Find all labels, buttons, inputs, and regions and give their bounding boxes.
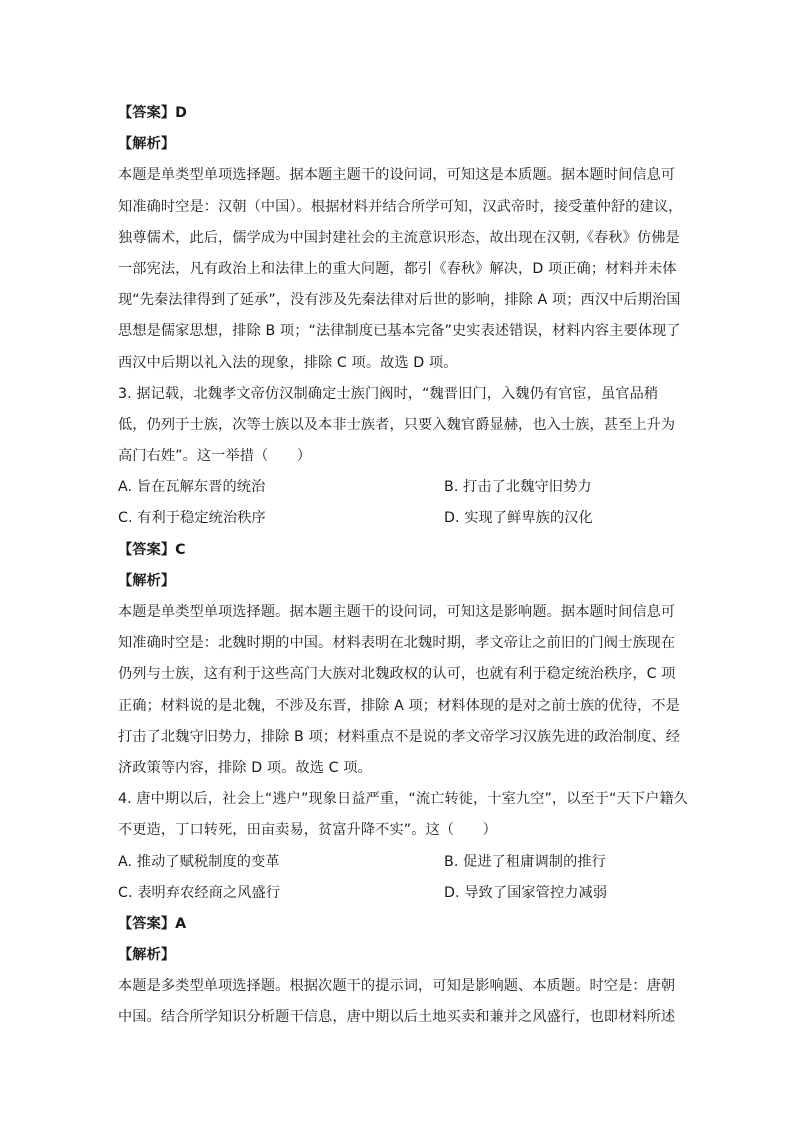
- text-line: 低，仍列于士族，次等士族以及本非士族者，只要入魏官爵显赫，也入士族，甚至上升为: [118, 416, 676, 433]
- text-line: 3. 据记载，北魏孝文帝仿汉制确定士族门阀时，“魏晋旧门，入魏仍有官宦，虽官品稍: [118, 385, 659, 402]
- text-line: 本题是多类型单项选择题。根据次题干的提示词，可知是影响题、本质题。时空是：唐朝: [118, 978, 676, 995]
- text-line: 独尊儒术，此后，儒学成为中国封建社会的主流意识形态，故出现在汉朝,《春秋》仿佛是: [118, 229, 680, 246]
- answer-option: A. 旨在瓦解东晋的统治: [118, 479, 266, 496]
- answer-option: D. 导致了国家管控力减弱: [444, 884, 608, 901]
- text-line: 一部宪法，凡有政治上和法律上的重大问题，都引《春秋》解决，D 项正确；材料并未体: [118, 260, 677, 277]
- section-heading: 【解析】: [118, 947, 176, 964]
- text-line: 4. 唐中期以后，社会上“逃户”现象日益严重，“流亡转徙，十室九空”，以至于“天下户籍久: [118, 791, 688, 808]
- answer-options-row: [118, 847, 678, 878]
- text-line: 中国。结合所学知识分析题干信息，唐中期以后土地买卖和兼并之风盛行，也即材料所述: [118, 1009, 676, 1026]
- answer-option: C. 有利于稳定统治秩序: [118, 510, 266, 527]
- text-line: 现“先秦法律得到了延承”，没有涉及先秦法律对后世的影响，排除 A 项；西汉中后期治国: [118, 292, 681, 309]
- text-line: 知准确时空是：汉朝（中国）。根据材料并结合所学可知，汉武帝时，接受董仲舒的建议，: [118, 198, 683, 215]
- answer-options-row: [118, 503, 678, 534]
- text-line: 思想是儒家思想，排除 B 项；“法律制度已基本完备”史实表述错误，材料内容主要体现了: [118, 323, 681, 340]
- text-line: 济政策等内容，排除 D 项。故选 C 项。: [118, 759, 372, 776]
- section-heading: 【答案】A: [118, 915, 187, 932]
- answer-option: B. 促进了租庸调制的推行: [444, 853, 606, 870]
- text-line: 不更造，丁口转死，田亩卖易，贫富升降不实”。这（ ）: [118, 822, 497, 839]
- section-heading: 【解析】: [118, 136, 176, 153]
- section-heading: 【答案】C: [118, 541, 186, 558]
- answer-options-row: [118, 472, 678, 503]
- text-line: 本题是单类型单项选择题。据本题主题干的设问词，可知这是本质题。据本题时间信息可: [118, 167, 676, 184]
- text-line: 正确；材料说的是北魏，不涉及东晋，排除 A 项；材料体现的是对之前士族的优待，不是: [118, 697, 680, 714]
- answer-option: D. 实现了鲜卑族的汉化: [444, 510, 593, 527]
- text-line: 打击了北魏守旧势力，排除 B 项；材料重点不是说的孝文帝学习汉族先进的政治制度、经: [118, 728, 680, 745]
- answer-options-row: [118, 878, 678, 909]
- text-line: 仍列与士族，这有利于这些高门大族对北魏政权的认可，也就有利于稳定统治秩序，C 项: [118, 666, 676, 683]
- answer-option: C. 表明弃农经商之风盛行: [118, 884, 281, 901]
- text-line: 本题是单类型单项选择题。据本题主题干的设问词，可知这是影响题。据本题时间信息可: [118, 604, 676, 620]
- section-heading: 【答案】D: [118, 105, 188, 121]
- text-line: 高门右姓”。这一举措（ ）: [118, 448, 312, 465]
- answer-option: A. 推动了赋税制度的变革: [118, 853, 280, 870]
- text-line: 知准确时空是：北魏时期的中国。材料表明在北魏时期，孝文帝让之前旧的门阀士族现在: [118, 635, 676, 652]
- section-heading: 【解析】: [118, 572, 176, 589]
- document-body: [118, 98, 688, 1034]
- answer-option: B. 打击了北魏守旧势力: [444, 479, 592, 496]
- text-line: 西汉中后期以礼入法的现象，排除 C 项。故选 D 项。: [118, 354, 458, 371]
